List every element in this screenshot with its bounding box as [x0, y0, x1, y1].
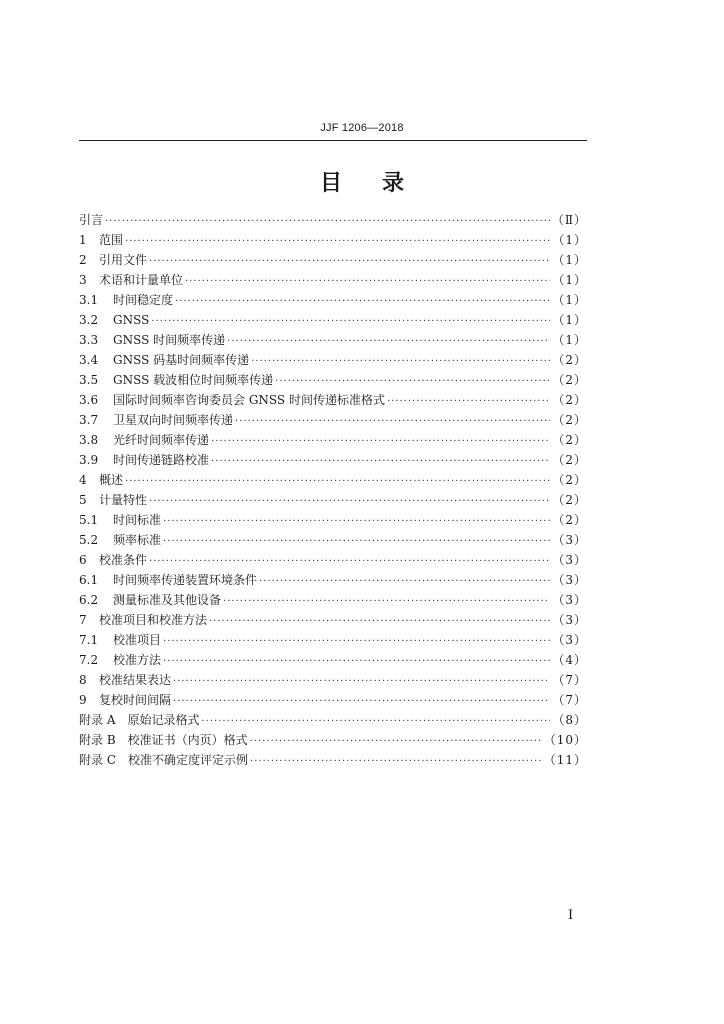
toc-entry-title: [79, 530, 161, 550]
toc-entry-number: 8: [79, 673, 87, 687]
toc-entry-label: 引用文件: [99, 253, 148, 267]
toc-entry-number: 3.7: [79, 413, 99, 427]
toc-leader-dots: [163, 532, 550, 552]
title-char-1: 目: [319, 171, 342, 196]
toc-entry-number: 4: [79, 473, 87, 487]
toc-entry-title: [79, 750, 248, 770]
toc-leader-dots: [251, 352, 550, 372]
toc-entry-number: 3.8: [79, 433, 99, 447]
toc-entry-title: [79, 230, 123, 250]
toc-entry-label: 校准项目: [113, 633, 162, 647]
toc-entry-number: 3.4: [79, 353, 99, 367]
toc-entry-label: GNSS: [113, 313, 150, 327]
toc-entry-label: 时间传递链路校准: [113, 453, 210, 467]
toc-entry-label: GNSS 载波相位时间频率传递: [113, 373, 274, 387]
toc-page-number: （3）: [552, 553, 587, 567]
toc-entry: [79, 410, 587, 430]
toc-page-number: （3）: [552, 593, 587, 607]
title-char-2: 录: [382, 171, 405, 196]
toc-page-number: （7）: [552, 693, 587, 707]
toc-entry-label: 校准不确定度评定示例: [128, 753, 249, 767]
toc-entry-title: [79, 690, 171, 710]
toc-entry-label: 卫星双向时间频率传递: [113, 413, 234, 427]
toc-entry: [79, 210, 587, 230]
toc-entry-title: [79, 250, 147, 270]
toc-entry-number: 1: [79, 233, 87, 247]
toc-entry: [79, 430, 587, 450]
toc-leader-dots: [149, 252, 550, 272]
toc-leader-dots: [173, 672, 550, 692]
toc-entry-title: [79, 350, 249, 370]
toc-entry: [79, 350, 587, 370]
toc-leader-dots: [209, 612, 550, 632]
toc-page-number: （8）: [552, 713, 587, 727]
toc-entry-number: 7.2: [79, 653, 99, 667]
toc-leader-dots: [211, 432, 550, 452]
toc-page-number: （2）: [552, 353, 587, 367]
toc-leader-dots: [105, 212, 550, 232]
toc-entry-number: 3.6: [79, 393, 99, 407]
toc-entry-label: 校准方法: [113, 653, 162, 667]
toc-entry-number: 7: [79, 613, 87, 627]
toc-entry-label: GNSS 时间频率传递: [113, 333, 226, 347]
toc-page-number: （7）: [552, 673, 587, 687]
document-code-header: JJF 1206—2018: [320, 122, 404, 134]
toc-entry-label: 校准条件: [99, 553, 148, 567]
toc-entry-number: 3.9: [79, 453, 99, 467]
toc-entry-number: 附录 B: [79, 733, 116, 747]
toc-leader-dots: [275, 372, 550, 392]
toc-entry-label: 国际时间频率咨询委员会 GNSS 时间传递标准格式: [113, 393, 385, 407]
toc-entry-label: 时间标准: [113, 513, 162, 527]
toc-entry-label: 校准结果表达: [99, 673, 172, 687]
toc-entry-number: 5: [79, 493, 87, 507]
toc-entry-title: [79, 670, 171, 690]
toc-leader-dots: [211, 452, 550, 472]
toc-entry-title: [79, 210, 103, 230]
toc-entry-label: 校准项目和校准方法: [99, 613, 208, 627]
toc-entry: [79, 750, 587, 770]
toc-page-number: （2）: [552, 393, 587, 407]
toc-entry-number: 6.1: [79, 573, 99, 587]
toc-entry-label: 计量特性: [99, 493, 148, 507]
toc-page-number: （2）: [552, 473, 587, 487]
toc-entry-number: 7.1: [79, 633, 99, 647]
toc-entry-number: 3.1: [79, 293, 99, 307]
toc-entry-title: [79, 310, 149, 330]
toc-entry-number: 3.5: [79, 373, 99, 387]
toc-page-number: （1）: [552, 333, 587, 347]
toc-page-number: （2）: [552, 513, 587, 527]
toc-leader-dots: [149, 552, 550, 572]
toc-leader-dots: [125, 472, 550, 492]
toc-leader-dots: [163, 652, 550, 672]
toc-leader-dots: [163, 632, 550, 652]
toc-entry: [79, 650, 587, 670]
toc-entry-number: 3.2: [79, 313, 99, 327]
table-of-contents: [79, 210, 587, 770]
toc-entry: [79, 710, 587, 730]
toc-page-number: （1）: [552, 313, 587, 327]
toc-entry: [79, 570, 587, 590]
toc-entry-number: 6.2: [79, 593, 99, 607]
toc-page-number: （Ⅱ）: [551, 213, 587, 227]
toc-leader-dots: [175, 292, 550, 312]
toc-entry-title: [79, 370, 273, 390]
toc-entry-number: 3.3: [79, 333, 99, 347]
toc-page-number: （2）: [552, 453, 587, 467]
toc-entry: [79, 370, 587, 390]
page-number: Ⅰ: [568, 908, 574, 923]
toc-leader-dots: [223, 592, 550, 612]
toc-entry-label: 概述: [99, 473, 124, 487]
toc-entry: [79, 290, 587, 310]
toc-entry-number: 5.2: [79, 533, 99, 547]
toc-entry: [79, 330, 587, 350]
toc-entry: [79, 630, 587, 650]
toc-entry-title: [79, 430, 209, 450]
toc-leader-dots: [151, 312, 550, 332]
toc-entry-number: 3: [79, 273, 87, 287]
toc-entry-title: [79, 590, 221, 610]
toc-leader-dots: [227, 332, 550, 352]
toc-entry-number: 5.1: [79, 513, 99, 527]
toc-page-number: （2）: [552, 373, 587, 387]
toc-leader-dots: [163, 512, 550, 532]
toc-page-number: （10）: [543, 733, 587, 747]
toc-entry-label: 范围: [99, 233, 124, 247]
toc-entry-label: 测量标准及其他设备: [113, 593, 222, 607]
toc-page-number: （3）: [552, 633, 587, 647]
toc-entry-title: [79, 290, 173, 310]
page-title: [0, 166, 724, 197]
toc-entry-title: [79, 510, 161, 530]
toc-entry-number: 2: [79, 253, 87, 267]
toc-leader-dots: [125, 232, 550, 252]
toc-entry: [79, 250, 587, 270]
toc-page-number: （1）: [552, 233, 587, 247]
toc-entry: [79, 310, 587, 330]
toc-leader-dots: [387, 392, 550, 412]
toc-entry-title: [79, 570, 257, 590]
toc-entry-number: 附录 C: [79, 753, 116, 767]
toc-leader-dots: [235, 412, 550, 432]
toc-entry-title: [79, 630, 161, 650]
header-rule: [79, 140, 587, 141]
toc-page-number: （2）: [552, 413, 587, 427]
toc-page-number: （1）: [552, 293, 587, 307]
toc-entry: [79, 690, 587, 710]
toc-entry: [79, 230, 587, 250]
toc-page-number: （4）: [552, 653, 587, 667]
toc-entry-title: [79, 650, 161, 670]
toc-entry-title: [79, 410, 233, 430]
toc-entry-label: 时间频率传递装置环境条件: [113, 573, 258, 587]
toc-entry-label: GNSS 码基时间频率传递: [113, 353, 250, 367]
toc-entry: [79, 530, 587, 550]
toc-entry-label: 引言: [79, 213, 104, 227]
toc-entry-title: [79, 450, 209, 470]
toc-entry-title: [79, 330, 225, 350]
toc-entry-title: [79, 490, 147, 510]
toc-entry: [79, 390, 587, 410]
toc-page-number: （2）: [552, 493, 587, 507]
toc-entry-label: 频率标准: [113, 533, 162, 547]
toc-entry-number: 附录 A: [79, 713, 116, 727]
toc-leader-dots: [259, 572, 550, 592]
toc-page-number: （11）: [543, 753, 587, 767]
toc-page-number: （3）: [552, 533, 587, 547]
toc-entry-label: 术语和计量单位: [99, 273, 184, 287]
toc-entry-title: [79, 390, 385, 410]
toc-entry-title: [79, 610, 207, 630]
toc-entry-title: [79, 470, 123, 490]
toc-leader-dots: [173, 692, 550, 712]
toc-entry: [79, 270, 587, 290]
toc-entry: [79, 670, 587, 690]
toc-entry-label: 光纤时间频率传递: [113, 433, 210, 447]
toc-entry-label: 复校时间间隔: [99, 693, 172, 707]
toc-entry: [79, 610, 587, 630]
toc-entry-label: 时间稳定度: [113, 293, 174, 307]
toc-entry: [79, 510, 587, 530]
toc-leader-dots: [185, 272, 550, 292]
toc-entry-number: 9: [79, 693, 87, 707]
toc-page-number: （1）: [552, 253, 587, 267]
toc-entry-title: [79, 730, 248, 750]
toc-entry-title: [79, 270, 183, 290]
toc-entry: [79, 590, 587, 610]
toc-page-number: （3）: [552, 613, 587, 627]
toc-page-number: （3）: [552, 573, 587, 587]
toc-entry: [79, 470, 587, 490]
toc-entry-label: 原始记录格式: [127, 713, 200, 727]
toc-page-number: （1）: [552, 273, 587, 287]
toc-page-number: （2）: [552, 433, 587, 447]
toc-entry: [79, 730, 587, 750]
toc-entry: [79, 550, 587, 570]
toc-leader-dots: [250, 732, 542, 752]
toc-entry-title: [79, 550, 147, 570]
toc-entry: [79, 450, 587, 470]
toc-entry-title: [79, 710, 200, 730]
toc-entry-label: 校准证书（内页）格式: [127, 733, 248, 747]
toc-entry-number: 6: [79, 553, 87, 567]
toc-leader-dots: [149, 492, 550, 512]
toc-leader-dots: [202, 712, 551, 732]
toc-leader-dots: [250, 752, 542, 772]
toc-entry: [79, 490, 587, 510]
